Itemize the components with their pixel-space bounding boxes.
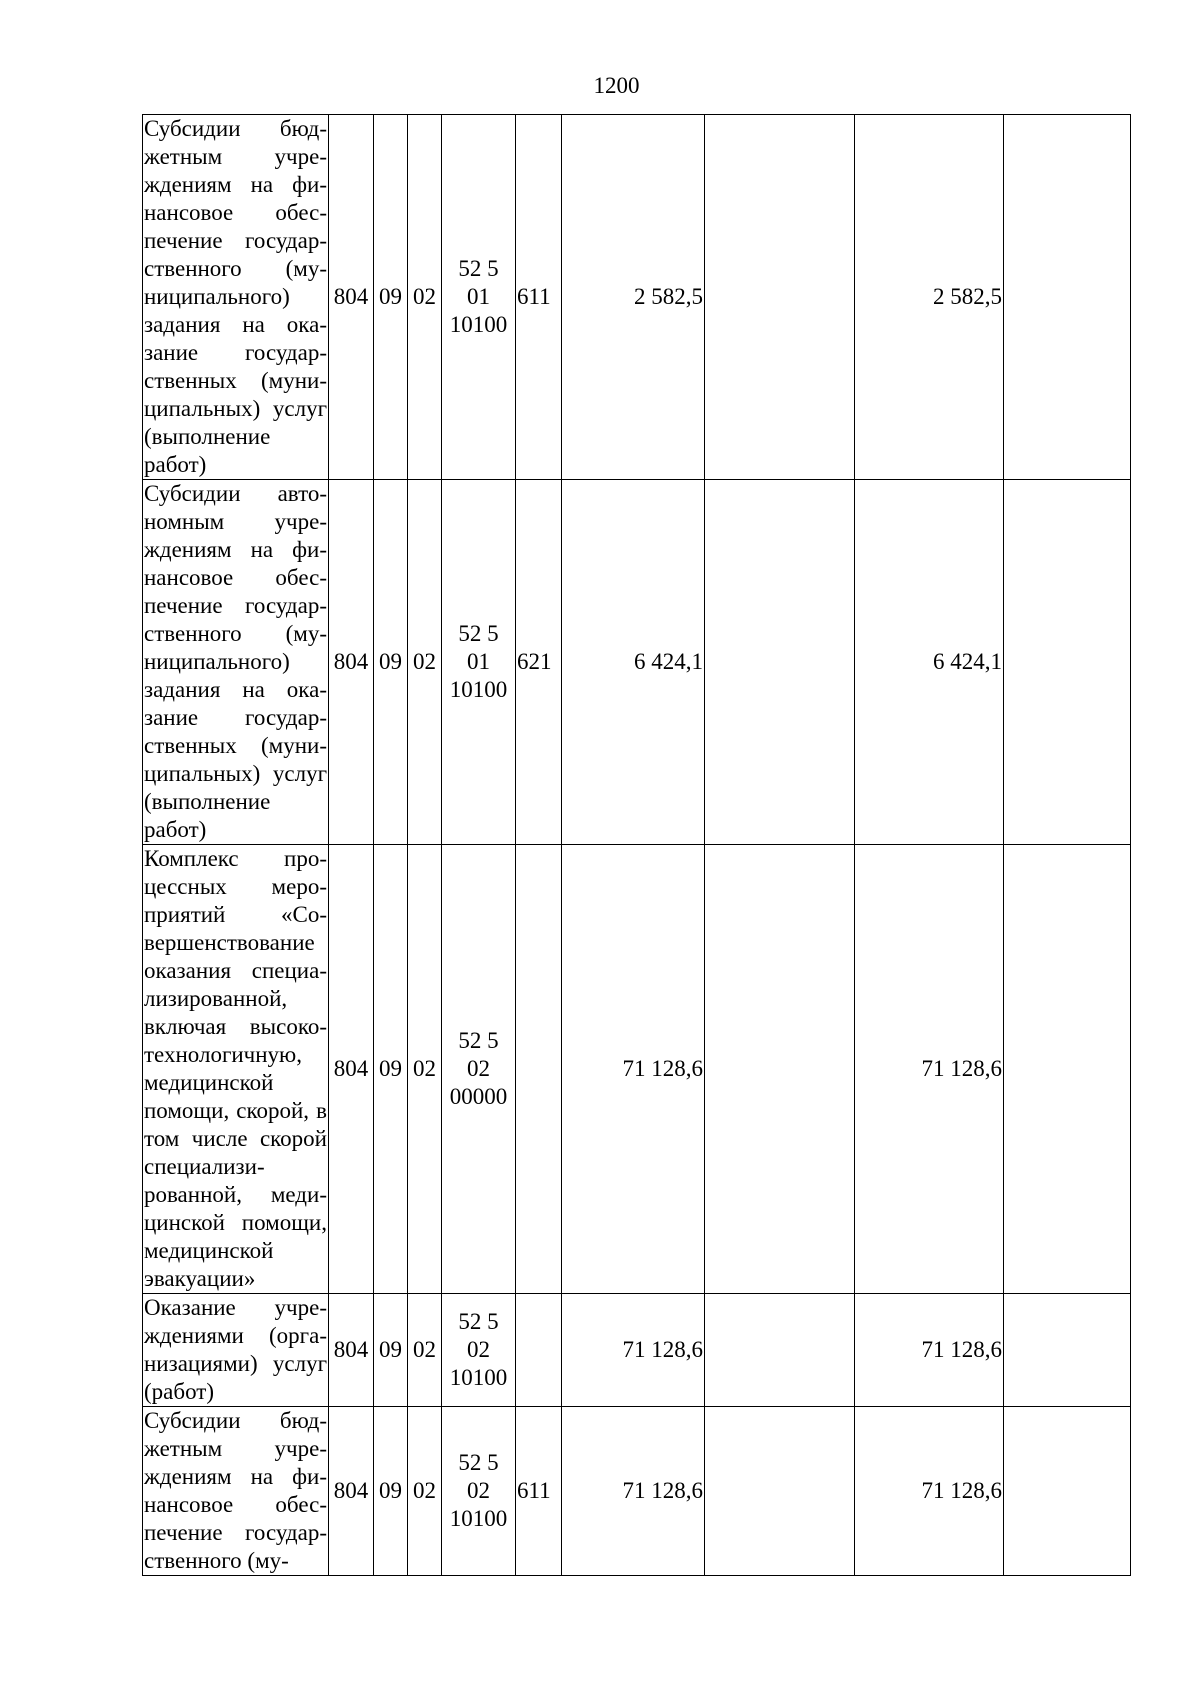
amount-value: 71 128,6 xyxy=(622,1478,703,1503)
expense-name-cell xyxy=(143,1407,329,1576)
empty-cell xyxy=(705,115,855,480)
expense-type-code: 611 xyxy=(517,1478,551,1503)
budget-table xyxy=(142,114,1131,1576)
section-code-cell xyxy=(374,1407,408,1576)
target-code-program: 52 5 xyxy=(458,256,499,281)
subsection-code-cell xyxy=(408,1294,442,1407)
target-code-cell xyxy=(442,1294,516,1407)
target-code-cell xyxy=(442,115,516,480)
empty-cell xyxy=(705,1294,855,1407)
table-body xyxy=(143,115,1131,1576)
table-row xyxy=(143,115,1131,480)
expense-type-cell xyxy=(516,845,562,1294)
amount-2-cell xyxy=(855,1294,1004,1407)
subsection-code: 02 xyxy=(413,649,436,674)
ministry-code-cell xyxy=(329,115,374,480)
subsection-code-cell xyxy=(408,480,442,845)
target-code-program: 52 5 xyxy=(458,621,499,646)
table-row xyxy=(143,480,1131,845)
amount-value: 71 128,6 xyxy=(622,1337,703,1362)
amount-2-cell xyxy=(855,480,1004,845)
section-code: 09 xyxy=(379,649,402,674)
amount-value: 71 128,6 xyxy=(622,1056,703,1081)
subsection-code-cell xyxy=(408,115,442,480)
ministry-code-cell xyxy=(329,480,374,845)
empty-cell xyxy=(1004,1407,1131,1576)
expense-name-cell xyxy=(143,115,329,480)
section-code: 09 xyxy=(379,1478,402,1503)
empty-cell xyxy=(705,845,855,1294)
table-row xyxy=(143,1407,1131,1576)
ministry-code: 804 xyxy=(333,649,369,674)
expense-type-code: 611 xyxy=(517,284,551,309)
target-code-subprogram: 02 xyxy=(467,1337,490,1362)
ministry-code: 804 xyxy=(333,1056,369,1081)
expense-type-cell xyxy=(516,115,562,480)
amount-value: 2 582,5 xyxy=(634,284,703,309)
target-code-program: 52 5 xyxy=(458,1450,499,1475)
amount-cell xyxy=(562,115,705,480)
ministry-code-cell xyxy=(329,845,374,1294)
amount-2-cell xyxy=(855,115,1004,480)
empty-cell xyxy=(705,480,855,845)
subsection-code: 02 xyxy=(413,284,436,309)
amount-cell xyxy=(562,845,705,1294)
amount-value: 6 424,1 xyxy=(634,649,703,674)
target-code-program: 52 5 xyxy=(458,1309,499,1334)
amount-cell xyxy=(562,1407,705,1576)
section-code-cell xyxy=(374,480,408,845)
empty-cell xyxy=(1004,1294,1131,1407)
amount-2-value: 71 128,6 xyxy=(921,1478,1002,1503)
expense-name: Субсидии бюджетным учреждениям на финансовое обеспечение государственного (му- xyxy=(144,1408,327,1573)
section-code-cell xyxy=(374,115,408,480)
target-code-subprogram: 02 xyxy=(467,1056,490,1081)
ministry-code-cell xyxy=(329,1407,374,1576)
target-code-direction: 10100 xyxy=(449,1506,508,1531)
amount-cell xyxy=(562,480,705,845)
section-code: 09 xyxy=(379,1337,402,1362)
amount-2-value: 71 128,6 xyxy=(921,1337,1002,1362)
target-code-direction: 10100 xyxy=(449,677,508,702)
subsection-code-cell xyxy=(408,1407,442,1576)
ministry-code: 804 xyxy=(333,284,369,309)
section-code-cell xyxy=(374,1294,408,1407)
expense-name-cell xyxy=(143,845,329,1294)
table-row xyxy=(143,1294,1131,1407)
expense-name: Оказание учреждениями (организациями) услуг (работ) xyxy=(144,1295,327,1404)
page-number: 1200 xyxy=(593,73,640,98)
section-code: 09 xyxy=(379,284,402,309)
section-code: 09 xyxy=(379,1056,402,1081)
subsection-code: 02 xyxy=(413,1478,436,1503)
expense-type-cell xyxy=(516,1407,562,1576)
expense-name-cell xyxy=(143,1294,329,1407)
target-code-subprogram: 02 xyxy=(467,1478,490,1503)
expense-name-cell xyxy=(143,480,329,845)
amount-2-value: 71 128,6 xyxy=(921,1056,1002,1081)
amount-cell xyxy=(562,1294,705,1407)
empty-cell xyxy=(1004,115,1131,480)
empty-cell xyxy=(705,1407,855,1576)
target-code-subprogram: 01 xyxy=(467,284,490,309)
expense-type-code: 621 xyxy=(517,649,552,674)
ministry-code-cell xyxy=(329,1294,374,1407)
target-code-direction: 10100 xyxy=(449,312,508,337)
target-code-subprogram: 01 xyxy=(467,649,490,674)
amount-2-value: 2 582,5 xyxy=(933,284,1002,309)
expense-type-cell xyxy=(516,480,562,845)
expense-type-cell xyxy=(516,1294,562,1407)
target-code-cell xyxy=(442,480,516,845)
subsection-code: 02 xyxy=(413,1337,436,1362)
section-code-cell xyxy=(374,845,408,1294)
ministry-code: 804 xyxy=(333,1478,369,1503)
subsection-code-cell xyxy=(408,845,442,1294)
expense-name: Субсидии бюджетным учреждениям на финансовое обеспечение государственного (муниципального) задания на оказание государственных (муниципальных) услуг (выполнение работ) xyxy=(144,116,327,477)
target-code-direction: 10100 xyxy=(449,1365,508,1390)
ministry-code: 804 xyxy=(333,1337,369,1362)
target-code-cell xyxy=(442,845,516,1294)
target-code-direction: 00000 xyxy=(449,1084,508,1109)
empty-cell xyxy=(1004,845,1131,1294)
expense-name: Субсидии автономным учреждениям на финансовое обеспечение государственного (муниципального) задания на оказание государственных (муниципальных) услуг (выполнение работ) xyxy=(144,481,327,842)
expense-name: Комплекс процессных мероприятий «Совершенствование оказания специализированной, включая высокотехнологичную, медицинской помощи, скорой, в том числе скорой специализированной, медицинской помощи, медицинской эвакуации» xyxy=(144,846,327,1291)
amount-2-cell xyxy=(855,1407,1004,1576)
empty-cell xyxy=(1004,480,1131,845)
amount-2-value: 6 424,1 xyxy=(933,649,1002,674)
target-code-program: 52 5 xyxy=(458,1028,499,1053)
table-row xyxy=(143,845,1131,1294)
target-code-cell xyxy=(442,1407,516,1576)
amount-2-cell xyxy=(855,845,1004,1294)
subsection-code: 02 xyxy=(413,1056,436,1081)
